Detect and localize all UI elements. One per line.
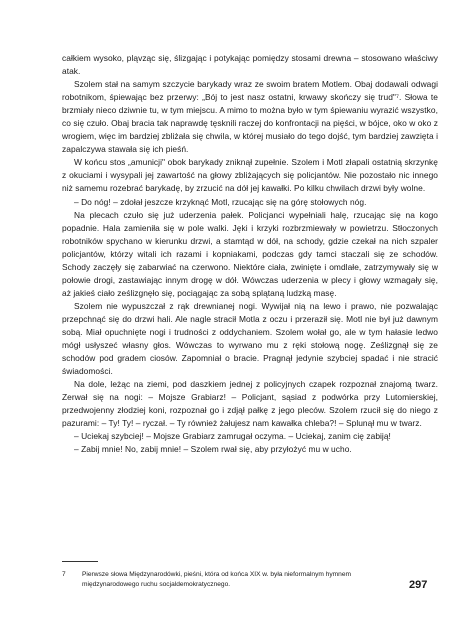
paragraph: Szolem nie wypuszczał z rąk drewnianej nogi. Wywijał nią na lewo i prawo, nie pozwalając przepchnąć się do drzwi hali. Ale nagle stracił Motla z oczu i przeraził się. Motl nie był już dawnym sobą. Miał opuchnięte nogi i trudności z oddychaniem. Szolem wołał go, ale w tym hałasie ledwo mógł usłyszeć własny głos. Wówczas to wyrwano mu z ręki stołową nogę. Ześlizgnął się ze schodów pod gradem ciosów. Zapomniał o bracie. Pragnął jedynie szybciej spadać i nie stracić świadomości. xyxy=(62,300,438,377)
footnote xyxy=(62,570,392,591)
paragraph: Na plecach czuło się już uderzenia pałek. Policjanci wypełniali halę, rzucając się na kogo popadnie. Hala zamieniła się w pole walki. Jęki i krzyki rozbrzmiewały w powietrzu. Stłoczonych robotników spychano w kierunku drzwi, a stamtąd w dół, na schody, gdzie czekał na nich szpaler policjantów, którzy witali ich razami i kopniakami, podczas gdy tamci staczali się ze schodów. Schody zaczęły się zabarwiać na czerwono. Niektóre ciała, zwinięte i omdlałe, zatrzymywały się w połowie drogi, zastawiając innym drogę w dół. Wówczas uderzenia w plecy i głowy wzmagały się, aż jakieś ciało ześlizgnęło się, pociągając za sobą splątaną ludzką masę. xyxy=(62,209,438,298)
paragraph: – Uciekaj szybciej! – Mojsze Grabiarz zamrugał oczyma. – Uciekaj, zanim cię zabiją! xyxy=(74,431,391,442)
paragraph: – Zabij mnie! No, zabij mnie! – Szolem rwał się, aby przyłożyć mu w ucho. xyxy=(74,444,352,455)
paragraph: Szolem stał na samym szczycie barykady wraz ze swoim bratem Motlem. Obaj dodawali odwagi robotnikom, śpiewając bez przerwy: „Bój to jest nasz ostatni, krwawy skończy się trud"⁷. Słowa te brzmiały nieco dziwnie tu, w tym miejscu. A mimo to można było w tym śpiewaniu wyrazić wszystko, co się czuło. Obaj bracia tak naprawdę tęsknili raczej do konfrontacji na pięści, w bójce, oko w oko z wrogiem, więc im bardziej zbliżała się chwila, w której musiało do tego dojść, tym bardziej zawzięta i zapalczywa stawała się ich pieśń. xyxy=(62,79,438,155)
paragraph: całkiem wysoko, pląvząc się, ślizgając i potykając pomiędzy stosami drewna – stosowano właściwy atak. xyxy=(62,53,438,77)
page-body xyxy=(62,52,438,456)
page-number: 297 xyxy=(409,579,428,591)
footnote-divider xyxy=(62,561,98,562)
paragraph: – Do nóg! – zdołał jeszcze krzyknąć Motl, rzucając się na górę stołowych nóg. xyxy=(74,196,367,207)
footnote-text: Pierwsze słowa Międzynarodówki, pieśni, która od końca XIX w. była nieformalnym hymnem międzynarodowego ruchu socjaldemokratycznego. xyxy=(82,571,351,589)
body-text xyxy=(62,52,438,456)
paragraph: Na dole, leżąc na ziemi, pod daszkiem jednej z policyjnych czapek rozpoznał znajomą twarz. Zerwał się na nogi: – Mojsze Grabiarz! – Policjant, sąsiad z podwórka przy Lutomierskiej, przedwojenny złodziej koni, rozpoznał go i zdjął pałkę z jego pleców. Szolem rzucił się do niego z pazurami: – Ty! Ty! – ryczał. – Ty również żałujesz nam kawałka chleba?! – Splunął mu w twarz. xyxy=(62,379,438,429)
paragraph: W końcu stos „amunicji" obok barykady zniknął zupełnie. Szolem i Motl złapali ostatnią skrzynkę z okuciami i wysypali jej zawartość na głowy zbliżających się policjantów. Nie pozostało nic innego niż samemu rozebrać barykadę, by zrzucić na dół jej kawałki. Po kilku chwilach drzwi były wolne. xyxy=(62,157,438,194)
footnote-mark: 7 xyxy=(62,571,66,578)
